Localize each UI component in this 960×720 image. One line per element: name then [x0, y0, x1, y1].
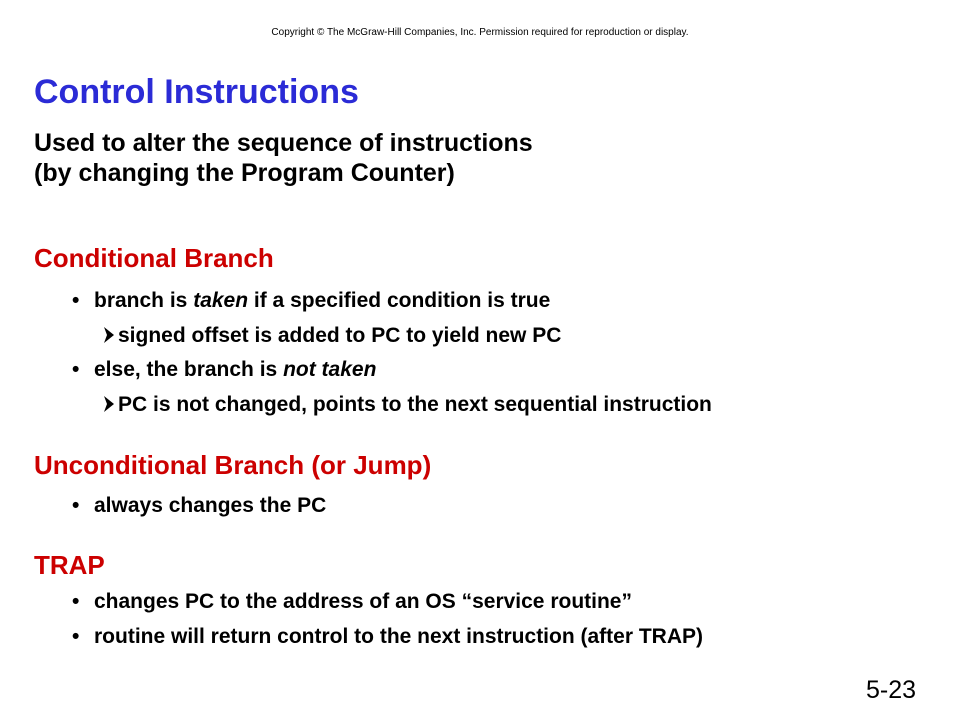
- heading-unconditional-branch: Unconditional Branch (or Jump): [34, 450, 432, 480]
- bullet-branch-taken: [72, 289, 550, 313]
- bullet-text: always changes the PC: [94, 494, 327, 517]
- bullet-not-taken: [72, 358, 376, 382]
- slide-title: Control Instructions: [34, 73, 359, 111]
- bullet-text-emphasis: taken: [193, 289, 249, 312]
- subtitle-line-1: Used to alter the sequence of instructions: [34, 129, 533, 157]
- bullet-text-emphasis: not taken: [283, 358, 377, 381]
- bullet-dot: •: [72, 590, 80, 613]
- bullet-text: changes PC to the address of an OS “service routine”: [94, 590, 632, 613]
- bullet-always-changes-pc: [72, 494, 326, 518]
- bullet-dot: •: [72, 625, 80, 648]
- heading-conditional-branch: Conditional Branch: [34, 243, 274, 273]
- arrow-bullet-icon: [104, 327, 114, 343]
- bullet-trap-return-control: [72, 625, 703, 649]
- bullet-trap-service-routine: [72, 590, 632, 614]
- subtitle-line-2: (by changing the Program Counter): [34, 159, 455, 187]
- bullet-dot: •: [72, 289, 80, 312]
- sub-bullet-pc-not-changed: [104, 393, 712, 417]
- copyright-notice: Copyright © The McGraw-Hill Companies, Inc. Permission required for reproduction or display.: [271, 27, 689, 38]
- sub-bullet-text: signed offset is added to PC to yield new PC: [118, 324, 562, 347]
- arrow-bullet-icon: [104, 396, 114, 412]
- sub-bullet-signed-offset: [104, 324, 561, 348]
- slide-subtitle: [34, 128, 533, 188]
- bullet-text-pre: else, the branch is: [94, 358, 284, 381]
- sub-bullet-text: PC is not changed, points to the next sequential instruction: [118, 393, 712, 416]
- bullet-text-pre: branch is: [94, 289, 194, 312]
- bullet-dot: •: [72, 494, 80, 517]
- bullet-dot: •: [72, 358, 80, 381]
- page-number: 5-23: [866, 676, 917, 704]
- bullet-text-post: if a specified condition is true: [248, 289, 551, 312]
- bullet-text: routine will return control to the next instruction (after TRAP): [94, 625, 704, 648]
- heading-trap: TRAP: [34, 550, 105, 580]
